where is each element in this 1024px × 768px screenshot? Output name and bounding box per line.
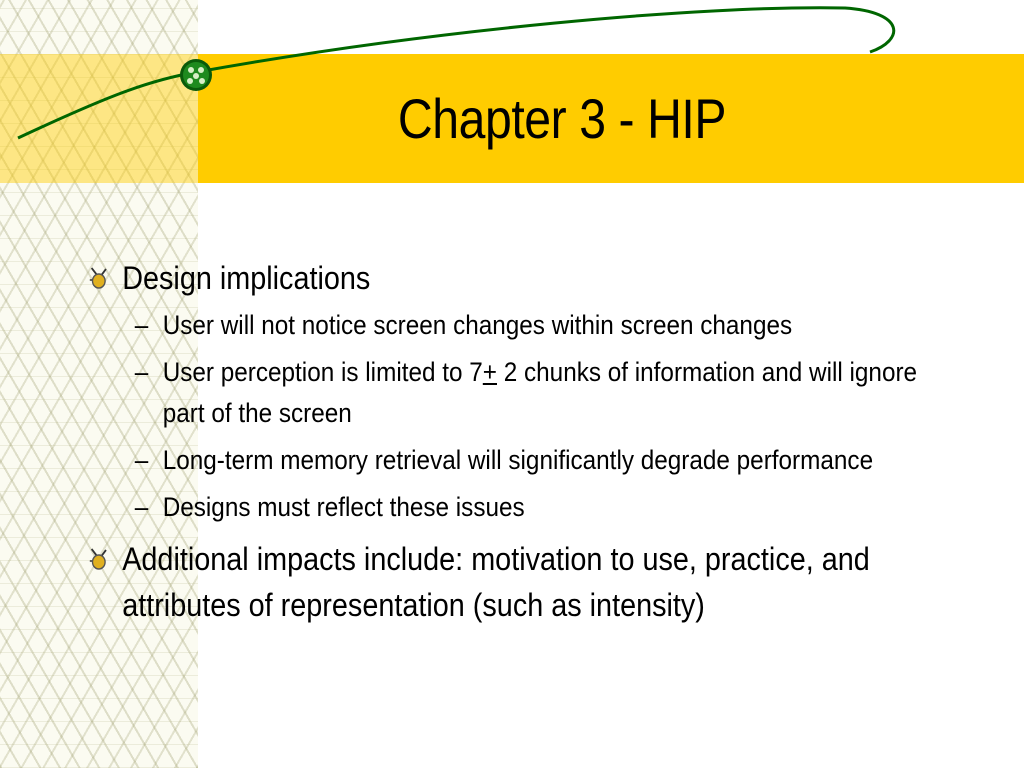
slide-body [88,255,968,628]
sub-item-text: User will not notice screen changes within screen changes [162,310,793,340]
bullet-item [88,536,959,628]
sub-item-text: Designs must reflect these issues [162,492,525,522]
bullet-text: Design implications [122,260,371,296]
bullet-item [88,255,959,301]
sub-item [88,487,937,528]
sub-marker: – [134,357,149,387]
bullet-text: Additional impacts include: motivation to use, practice, and attributes of representation (such as intensity) [122,541,870,623]
slide-title: Chapter 3 - HIP [397,87,727,150]
plus-minus-symbol: + [482,357,497,387]
bug-bullet-icon [88,266,110,290]
sub-marker: – [134,310,149,340]
title-band-fade [0,54,198,183]
sub-item [88,305,937,346]
sub-list [88,305,968,528]
bug-bullet-icon [88,547,110,571]
sub-item-text-after: 2 chunks of information and will ignore part of the screen [162,357,918,428]
sub-item-text-before: User perception is limited to 7 [162,357,483,387]
sub-marker: – [134,445,149,475]
sub-item-text: Long-term memory retrieval will significantly degrade performance [162,445,874,475]
sub-item [88,440,937,481]
sub-item [88,352,937,434]
sub-marker: – [134,492,149,522]
